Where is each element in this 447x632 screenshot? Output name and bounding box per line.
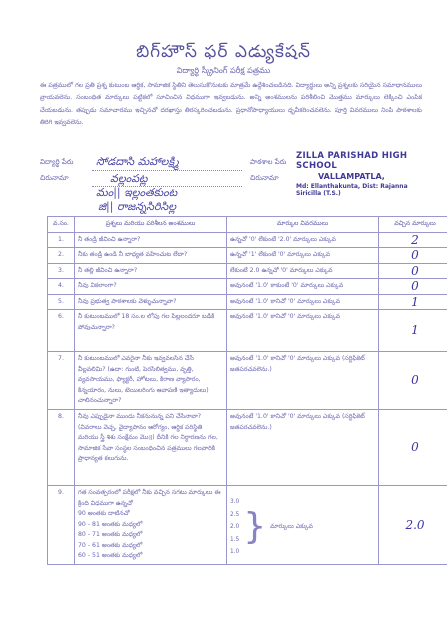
row-number: 8. [48,410,75,486]
row-number: 3. [48,263,75,279]
row-number: 2. [48,248,75,264]
table-row [48,232,447,248]
row-marks-rule: మార్కులు ఎక్కువ [270,523,313,530]
row-question: నీ తండ్రి జీవించి ఉన్నారా? [75,232,227,248]
screening-table [47,216,447,565]
table-header-row [48,217,447,233]
row-number: 4. [48,279,75,295]
marks-value: 2.5 [230,511,240,518]
row-score: 0 [379,352,447,410]
header-question: ప్రశ్నలు మరియు పరిశీలన అంశములు [75,217,227,233]
address-value-3: జి|| రాజన్నసిరిసిల్ల [98,200,177,213]
row-marks-rule: అవునంటే '1.0' కాకుంటే '0' మార్కులు ఎక్కువ [227,279,379,295]
row-score: 2.0 [379,486,447,565]
table-row [48,410,447,486]
form-subtitle: విద్యార్థి స్క్రీనింగ్ పరీక్ష పత్రము [176,66,271,75]
row-question: నీకు తండ్రి ఉండి నీ బాధ్యత వహించుట లేదా? [75,248,227,264]
table-row [48,486,447,565]
row-question: నీవు వికలాంగా? [75,279,227,295]
stamp-line-3: Md: Ellanthakunta, Dist: Rajanna Siricilla (T.S.) [296,183,408,197]
row-marks-rule: అవునంటే '1.0' కానిచో '0' మార్కులు ఎక్కువ [227,310,379,352]
row-marks-rule: అవునంటే '1.0' కానిచో '0' మార్కులు ఎక్కువ (సర్టిఫికెట్ జతపరచవలెను.) [227,352,379,410]
stamp-line-1: ZILLA PARISHAD HIGH SCHOOL [296,151,408,171]
address-value-2: మం|| ఇల్లంతకుంట [96,186,178,199]
grade-band-line: 80 - 71 అంతకు మధ్యలో [78,531,143,538]
table-row [48,279,447,295]
table-row [48,294,447,310]
table-row [48,352,447,410]
row-number: 1. [48,232,75,248]
brace-icon: } [243,506,267,548]
grade-band-line: 90 అంతకు దాటినచో [78,510,130,517]
row-marks-scale [227,486,379,565]
row-marks-rule: ఉన్నచో '1' లేకుంటే '0' మార్కులు ఎక్కువ [227,248,379,264]
row-question: నీవు ఎప్పుడైనా ముందు నీకనునున్న పని చేసినావా? (వివరాలు వెచ్చ, వైద్యాపానం ఆరోగ్యం, ఆర్థిక పరిస్థితి మరియు స్త్రీ శిశు సంక్షేమం మొ॥) దీనికి గల నిర్ధారణను గల, సామాజిక సేవా సంస్థల సంబంధించిన పత్రములు గలవారికి ప్రాధాన్యత కలుగును. [75,410,227,486]
row-question: నీ కుటుంబములో ఎవరైనా నీకు ఇవ్వవలసిన చేసే వీల్లవలిమి? (ఉదా: గుంటి, పెరసిలిత్వము, వృత్తి, వ్యవసాయము, ఫ్యాక్టరీ, హోటలు, కిరాణ వ్యాపారం, కిన్నయారం, నులు, టెయిలరింగు ఆవాపణి ఇత్యాదులు) చాలినంచున్నారా? [75,352,227,410]
table-row [48,310,447,352]
stamp-line-2: VALLAMPATLA, [318,172,385,181]
header-serial: వ.సం. [48,217,75,233]
school-address-label: చిరునామా [250,174,279,182]
table-row [48,263,447,279]
address-label: చిరునామా [40,174,69,182]
instructions-paragraph: ఈ పత్రములో గల ప్రతి ప్రశ్న కుటుంబ ఆర్థిక, సామాజిక స్థితిని తెలుసుకొనుటకు మాత్రమే ఉద్దేశించబడినది. విద్యార్థులు అన్ని ప్రశ్నలకు సరియైన సమాధానములు వ్రాయవలెను. సంబంధిత మార్కులు పట్టికలో సూచించిన విధముగా ఇవ్వబడును. అన్ని అంశములను పరిశీలించి మొత్తము మార్కులు లెక్కించి ఎంపిక చేయబడును. తప్పుడు సమాచారము ఇచ్చినచో దరఖాస్తు తిరస్కరించబడును. ప్రధానోపాధ్యాయులు ధృవీకరించవలెను. పూర్తి వివరములు నింపి పాఠశాలకు తిరిగి ఇవ్వవలెను. [40,82,422,127]
school-name-label: పాఠశాల పేరు [250,158,287,166]
row-question: నీ కుటుంబములో 18 సం.ల లోపు గల పిల్లలందరూ బడికి పోవుచున్నారా? [75,310,227,352]
row-marks-rule: ఉన్నచో '0' లేకుంటే '2.0' మార్కులు ఎక్కువ [227,232,379,248]
grade-band-line: 70 - 61 అంతకు మధ్యలో [78,541,143,549]
row-score: 1 [379,310,447,352]
form-title: బిగ్‌హౌస్ ఫర్ ఎడ్యుకేషన్ [136,42,311,62]
marks-value: 1.0 [230,549,240,555]
row-number: 7. [48,352,75,410]
table-row [48,248,447,264]
grade-band-line: 90 - 81 అంతకు మధ్యలో [78,520,143,528]
header-marks-details: మార్కుల వివరములు [227,217,379,233]
row-question: నీవు ప్రభుత్వ పాఠశాలకు వెళ్ళుచున్నావా? [75,294,227,310]
marks-values-column [230,496,239,559]
row-question: గత సంవత్సరంలో పరీక్షలో నీకు వచ్చిన సగటు మార్కులు ఈ క్రింది విధముగా ఉన్నచో [78,489,221,507]
marks-value: 3.0 [230,499,240,505]
marks-value: 1.5 [230,536,240,543]
grade-band-line: 60 - 51 అంతకు మధ్యలో [78,552,143,559]
student-name-label: విద్యార్థి పేరు [40,158,74,166]
school-stamp [296,151,434,197]
row-score: 0 [379,248,447,264]
row-marks-rule: లేకుంటే 2.0 ఉన్నచో '0' మార్కులు ఎక్కువ [227,263,379,279]
row-score: 1 [379,294,447,310]
row-score: 0 [379,263,447,279]
header-marks-obtained: వచ్చిన మార్కులు [379,217,447,233]
row-number: 6. [48,310,75,352]
row-marks-rule: అవునంటే '1.0' కానిచో '0' మార్కులు ఎక్కువ [227,294,379,310]
row-marks-rule: అవునంటే '1.0' కానిచో '0' మార్కులు ఎక్కువ (సర్టిఫికెట్ జతపరచవలెను.) [227,410,379,486]
row-question: నీ తల్లి జీవించి ఉన్నారా? [75,263,227,279]
row-score: 0 [379,410,447,486]
row-score: 0 [379,279,447,295]
row-score: 2 [379,232,447,248]
row-number: 5. [48,294,75,310]
row-number: 9. [48,486,75,565]
row-question-block [75,486,227,565]
student-name-value: సోడదాసి మహాలక్ష్మి [96,155,179,168]
marks-value: 2.0 [230,524,240,530]
address-value-1: వల్లంపట్ల [110,172,148,185]
